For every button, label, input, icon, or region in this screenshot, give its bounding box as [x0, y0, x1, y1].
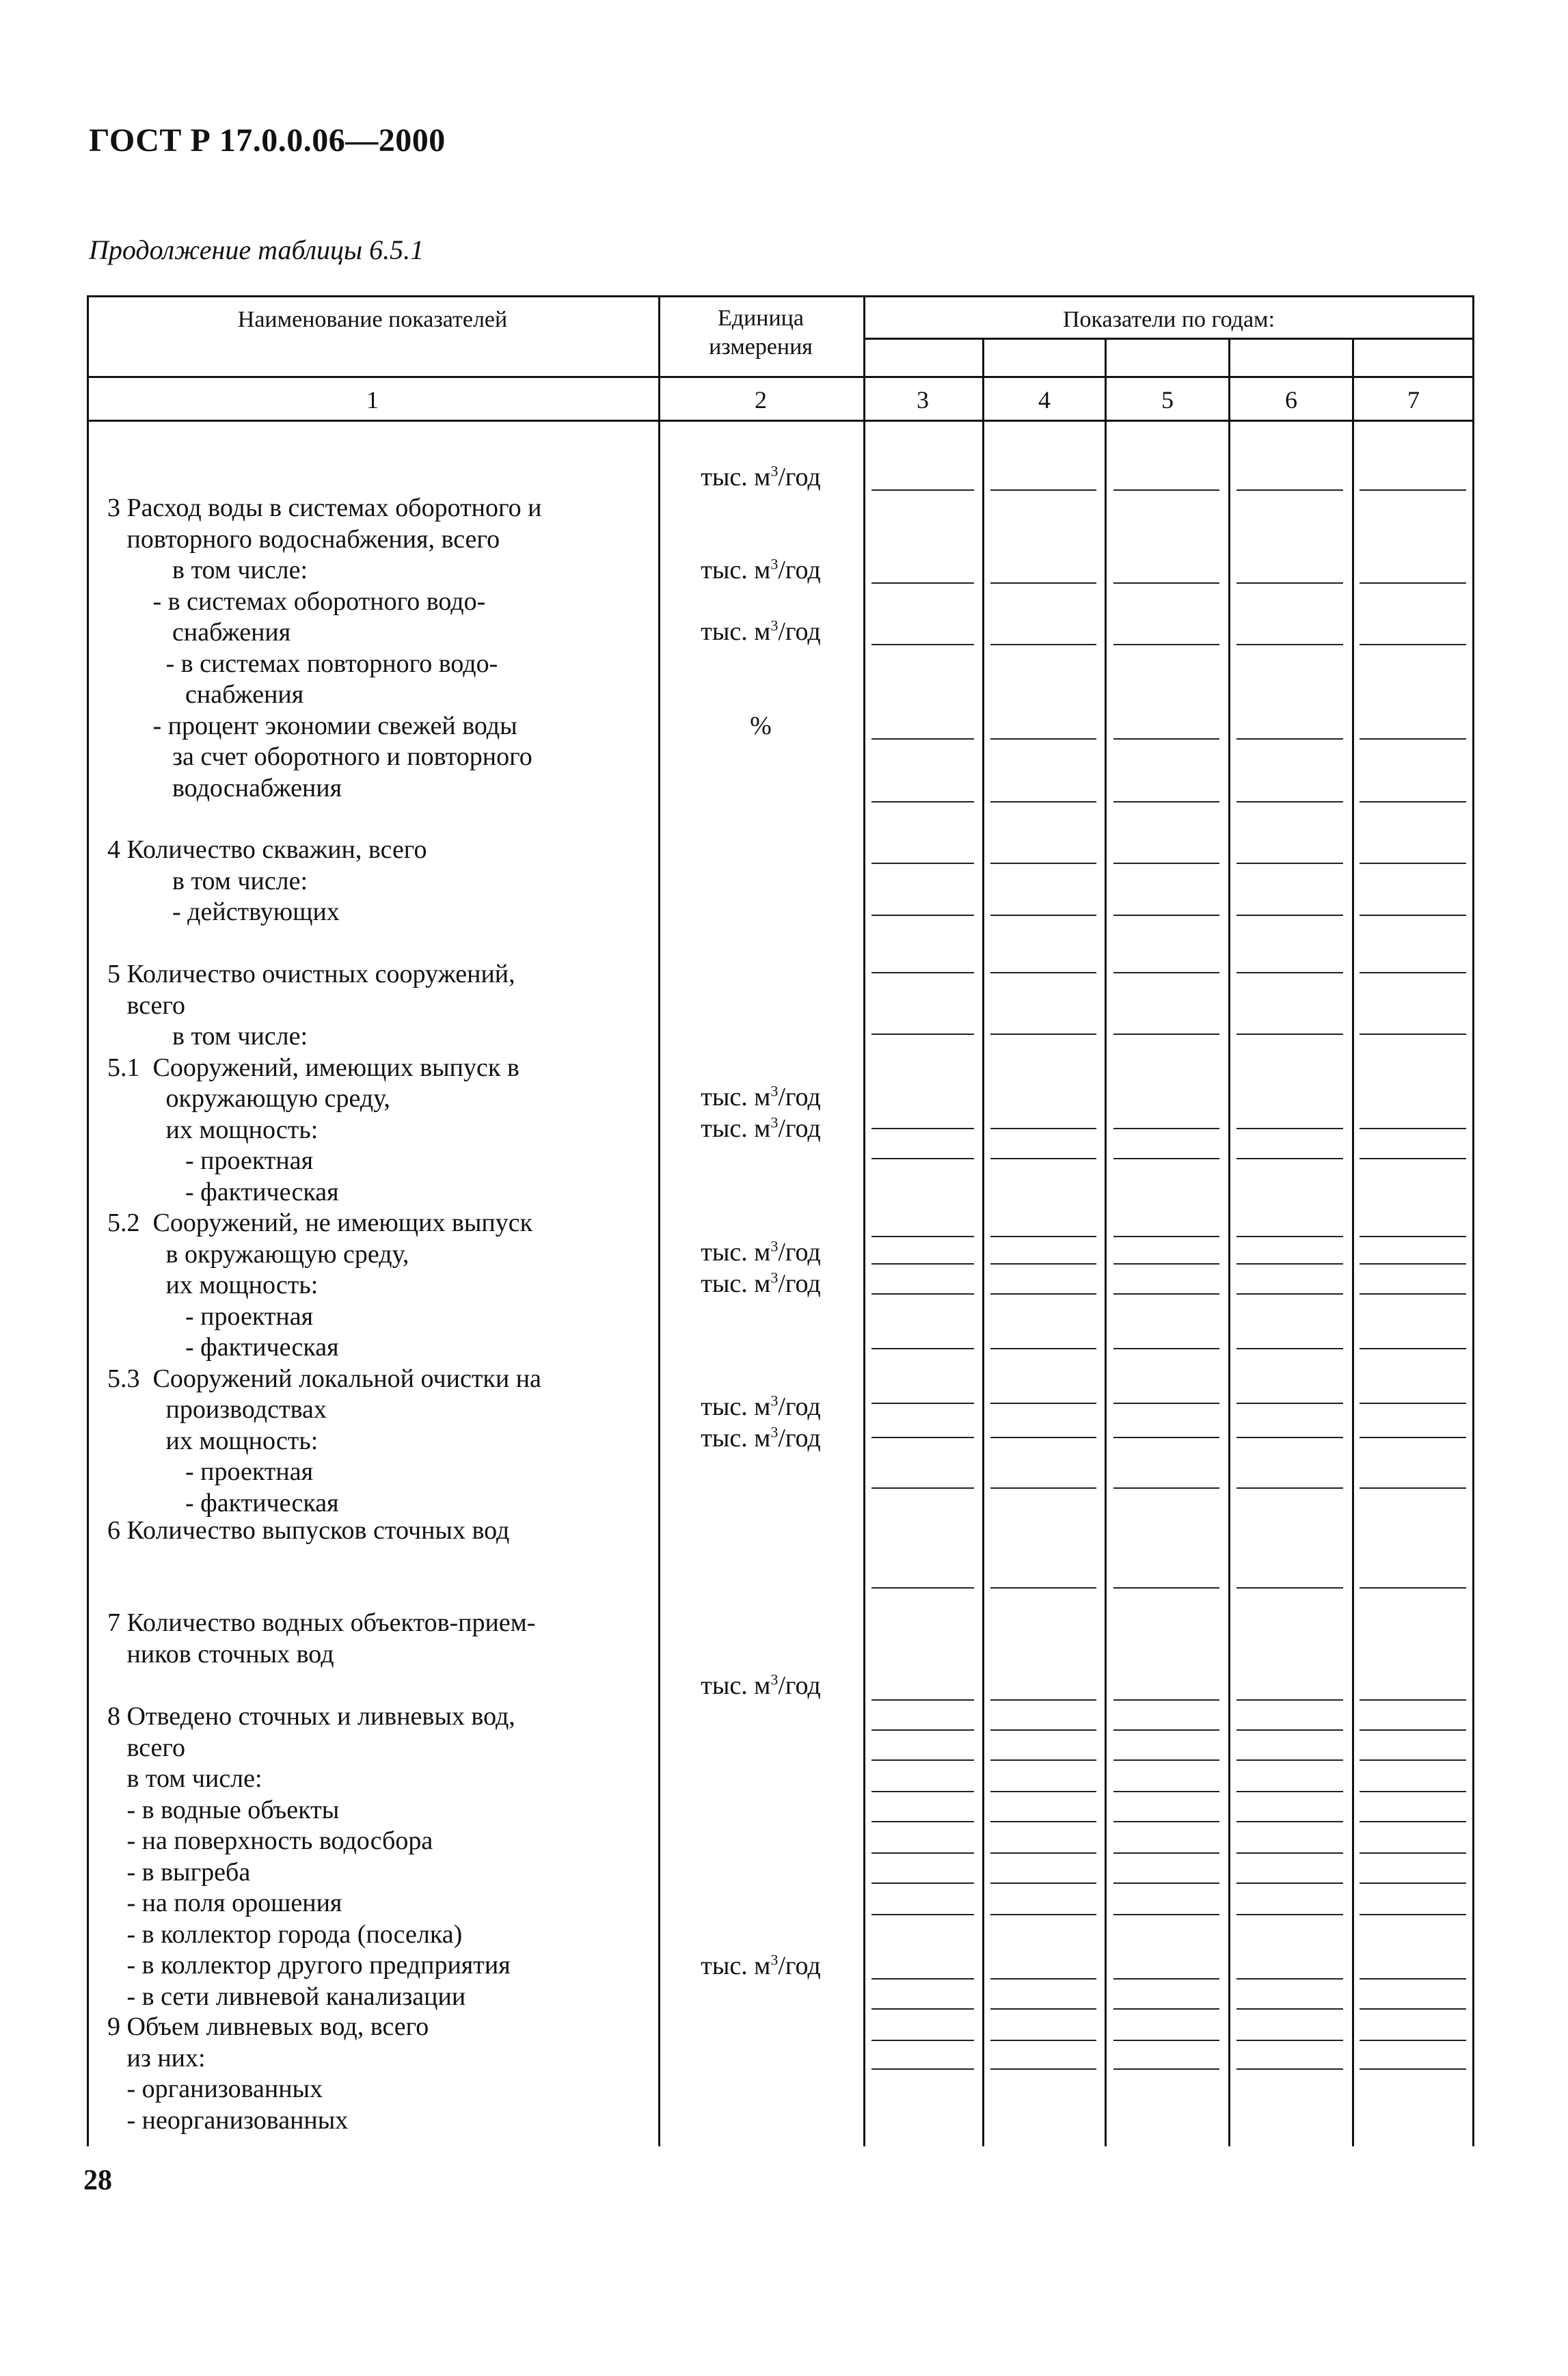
entry-blank-line: [1236, 1403, 1343, 1404]
entry-blank-line: [990, 863, 1096, 864]
entry-blank-line: [1236, 1978, 1343, 1980]
entry-blank-line: [871, 1852, 974, 1854]
entry-blank-line: [871, 2040, 974, 2041]
entry-blank-line: [1113, 1128, 1219, 1129]
entry-blank-line: [1236, 1882, 1343, 1884]
entry-blank-line: [1113, 738, 1219, 740]
entry-blank-line: [1236, 1914, 1343, 1915]
year-column-divider: [982, 377, 984, 2146]
document-code: ГОСТ Р 17.0.0.06—2000: [89, 122, 446, 159]
entry-blank-line: [990, 1821, 1096, 1822]
years-header-rule: [863, 338, 1474, 340]
entry-blank-line: [1360, 1236, 1466, 1237]
row-5: 5 Количество очистных сооружений, всего в том числе: 5.1 Сооружений, имеющих выпуск в окружающую среду, их мощность: - проектная - фактическая 5.2 Сооружений, не имеющих выпуск в окружающую среду, их мощность: - проектная - фактическая 5.3 Сооружений локальной очистки на производствах их мощность: - проектная - фактическая: [107, 960, 541, 1517]
entry-blank-line: [871, 1821, 974, 1822]
unit-cell: тыс. $м^3$/год: [701, 1392, 821, 1421]
entry-blank-line: [871, 1882, 974, 1884]
entry-blank-line: [1360, 1821, 1466, 1822]
entry-blank-line: [1113, 582, 1219, 584]
unit-cell: тыс. $м^3$/год: [701, 1082, 821, 1111]
column-number: 1: [366, 386, 379, 414]
table-top-border: [87, 295, 1474, 297]
entry-blank-line: [1113, 1729, 1219, 1731]
entry-blank-line: [1113, 1437, 1219, 1438]
entry-blank-line: [1236, 1791, 1343, 1792]
entry-blank-line: [871, 1034, 974, 1035]
row-9: 9 Объем ливневых вод, всего из них: - организованных - неорганизованных: [107, 2012, 429, 2135]
entry-blank-line: [871, 1587, 974, 1589]
entry-blank-line: [1236, 1034, 1343, 1035]
table-right-border: [1472, 295, 1474, 2146]
entry-blank-line: [1360, 1759, 1466, 1761]
entry-blank-line: [1360, 1158, 1466, 1159]
table-caption: Продолжение таблицы 6.5.1: [89, 234, 424, 265]
entry-blank-line: [871, 1263, 974, 1265]
entry-blank-line: [1360, 1791, 1466, 1792]
entry-blank-line: [1360, 863, 1466, 864]
unit-cell: тыс. $м^3$/год: [701, 462, 821, 491]
entry-blank-line: [990, 1759, 1096, 1761]
column-number: 4: [1038, 386, 1051, 414]
page-number: 28: [83, 2165, 112, 2196]
unit-cell: тыс. $м^3$/год: [701, 1269, 821, 1298]
indicators-table: [87, 295, 1474, 2146]
entry-blank-line: [990, 1437, 1096, 1438]
year-column-divider: [1352, 377, 1354, 2146]
row-7: 7 Количество водных объектов-прием- ников сточных вод: [107, 1608, 536, 1669]
entry-blank-line: [1236, 1759, 1343, 1761]
entry-blank-line: [990, 644, 1096, 645]
entry-blank-line: [1113, 1236, 1219, 1237]
entry-blank-line: [1360, 644, 1466, 645]
entry-blank-line: [1360, 1128, 1466, 1129]
entry-blank-line: [1236, 1128, 1343, 1129]
entry-blank-line: [1236, 582, 1343, 584]
entry-blank-line: [1236, 1487, 1343, 1489]
entry-blank-line: [871, 582, 974, 584]
unit-cell: тыс. $м^3$/год: [701, 617, 821, 646]
entry-blank-line: [1236, 1587, 1343, 1589]
unit-cell: тыс. $м^3$/год: [701, 555, 821, 584]
entry-blank-line: [1360, 1882, 1466, 1884]
entry-blank-line: [1113, 1348, 1219, 1349]
entry-blank-line: [1113, 1791, 1219, 1792]
entry-blank-line: [990, 972, 1096, 973]
unit-cell: тыс. $м^3$/год: [701, 1951, 821, 1980]
entry-blank-line: [1113, 1882, 1219, 1884]
entry-blank-line: [1236, 2008, 1343, 2010]
row-3: 3 Расход воды в системах оборотного и повторного водоснабжения, всего в том числе: - в системах оборотного водо- снабжения - в системах повторного водо- снабжения - процент экономии свежей воды за счет оборотного и повторного водоснабжения: [107, 494, 542, 802]
entry-blank-line: [871, 1293, 974, 1295]
entry-blank-line: [1360, 738, 1466, 740]
entry-blank-line: [1113, 2008, 1219, 2010]
entry-blank-line: [1236, 972, 1343, 973]
year-column-divider: [1105, 377, 1107, 2146]
entry-blank-line: [1360, 1729, 1466, 1731]
entry-blank-line: [1360, 1348, 1466, 1349]
entry-blank-line: [990, 1348, 1096, 1349]
table-left-border: [87, 295, 89, 2146]
column-number: 6: [1285, 386, 1297, 414]
header-bottom-rule: [87, 376, 1474, 378]
entry-blank-line: [1113, 1914, 1219, 1915]
entry-blank-line: [871, 2008, 974, 2010]
column-divider: [863, 295, 865, 2146]
entry-blank-line: [871, 489, 974, 491]
column-number: 7: [1407, 386, 1420, 414]
entry-blank-line: [1113, 1978, 1219, 1980]
year-subdivider: [982, 339, 984, 377]
entry-blank-line: [871, 644, 974, 645]
entry-blank-line: [871, 1348, 974, 1349]
entry-blank-line: [1236, 644, 1343, 645]
entry-blank-line: [990, 1699, 1096, 1701]
entry-blank-line: [990, 2068, 1096, 2070]
entry-blank-line: [1236, 1821, 1343, 1822]
header-unit-line1: Единица: [718, 306, 804, 331]
entry-blank-line: [1236, 1729, 1343, 1731]
entry-blank-line: [1113, 1158, 1219, 1159]
entry-blank-line: [1360, 1293, 1466, 1295]
unit-cell: тыс. $м^3$/год: [701, 1113, 821, 1143]
entry-blank-line: [1113, 801, 1219, 802]
entry-blank-line: [990, 1882, 1096, 1884]
entry-blank-line: [990, 582, 1096, 584]
entry-blank-line: [990, 489, 1096, 491]
entry-blank-line: [1236, 1158, 1343, 1159]
entry-blank-line: [1113, 644, 1219, 645]
entry-blank-line: [1236, 801, 1343, 802]
row-6: 6 Количество выпусков сточных вод: [107, 1516, 510, 1545]
entry-blank-line: [871, 1759, 974, 1761]
column-number: 2: [755, 386, 767, 414]
entry-blank-line: [990, 1236, 1096, 1237]
entry-blank-line: [1360, 915, 1466, 916]
entry-blank-line: [990, 801, 1096, 802]
entry-blank-line: [871, 738, 974, 740]
entry-blank-line: [1236, 1699, 1343, 1701]
entry-blank-line: [1236, 1437, 1343, 1438]
entry-blank-line: [1113, 972, 1219, 973]
entry-blank-line: [1113, 1852, 1219, 1854]
entry-blank-line: [1360, 1852, 1466, 1854]
entry-blank-line: [990, 1791, 1096, 1792]
entry-blank-line: [1360, 972, 1466, 973]
entry-blank-line: [990, 915, 1096, 916]
unit-cell: тыс. $м^3$/год: [701, 1237, 821, 1267]
entry-blank-line: [1113, 489, 1219, 491]
year-subdivider: [1352, 339, 1354, 377]
entry-blank-line: [990, 1729, 1096, 1731]
entry-blank-line: [1113, 1759, 1219, 1761]
entry-blank-line: [1236, 1348, 1343, 1349]
entry-blank-line: [871, 863, 974, 864]
entry-blank-line: [1360, 1403, 1466, 1404]
unit-cell-percent: %: [750, 712, 772, 740]
entry-blank-line: [871, 972, 974, 973]
column-numbers-rule: [87, 420, 1474, 422]
entry-blank-line: [1113, 1403, 1219, 1404]
entry-blank-line: [990, 2040, 1096, 2041]
entry-blank-line: [1236, 2040, 1343, 2041]
entry-blank-line: [1236, 1236, 1343, 1237]
entry-blank-line: [990, 1293, 1096, 1295]
year-subdivider: [1105, 339, 1107, 377]
entry-blank-line: [1113, 1263, 1219, 1265]
entry-blank-line: [1360, 582, 1466, 584]
entry-blank-line: [990, 1128, 1096, 1129]
entry-blank-line: [1236, 915, 1343, 916]
entry-blank-line: [990, 2008, 1096, 2010]
entry-blank-line: [871, 1403, 974, 1404]
entry-blank-line: [1236, 1293, 1343, 1295]
entry-blank-line: [1113, 1487, 1219, 1489]
year-column-divider: [1228, 377, 1230, 2146]
entry-blank-line: [1360, 2008, 1466, 2010]
entry-blank-line: [1236, 863, 1343, 864]
entry-blank-line: [990, 738, 1096, 740]
entry-blank-line: [871, 1487, 974, 1489]
entry-blank-line: [990, 1978, 1096, 1980]
entry-blank-line: [871, 1729, 974, 1731]
entry-blank-line: [1360, 1699, 1466, 1701]
year-subdivider: [1228, 339, 1230, 377]
entry-blank-line: [1360, 1914, 1466, 1915]
entry-blank-line: [990, 1587, 1096, 1589]
entry-blank-line: [1360, 1263, 1466, 1265]
entry-blank-line: [871, 1236, 974, 1237]
entry-blank-line: [1113, 863, 1219, 864]
column-number: 3: [917, 386, 929, 414]
entry-blank-line: [1360, 1487, 1466, 1489]
entry-blank-line: [871, 1128, 974, 1129]
unit-cell: тыс. $м^3$/год: [701, 1423, 821, 1453]
column-number: 5: [1161, 386, 1174, 414]
entry-blank-line: [1360, 2068, 1466, 2070]
entry-blank-line: [1360, 1587, 1466, 1589]
entry-blank-line: [871, 915, 974, 916]
entry-blank-line: [990, 1487, 1096, 1489]
entry-blank-line: [990, 1852, 1096, 1854]
header-unit-line2: измерения: [709, 334, 813, 360]
entry-blank-line: [1236, 489, 1343, 491]
entry-blank-line: [990, 1034, 1096, 1035]
row-4: 4 Количество скважин, всего в том числе: - действующих: [107, 835, 427, 926]
entry-blank-line: [990, 1403, 1096, 1404]
entry-blank-line: [1113, 1699, 1219, 1701]
entry-blank-line: [990, 1158, 1096, 1159]
entry-blank-line: [871, 1699, 974, 1701]
entry-blank-line: [871, 2068, 974, 2070]
entry-blank-line: [1236, 1263, 1343, 1265]
entry-blank-line: [1113, 915, 1219, 916]
entry-blank-line: [871, 1978, 974, 1980]
entry-blank-line: [1360, 1437, 1466, 1438]
entry-blank-line: [990, 1263, 1096, 1265]
unit-cell: тыс. $м^3$/год: [701, 1671, 821, 1700]
entry-blank-line: [1113, 1821, 1219, 1822]
entry-blank-line: [1360, 489, 1466, 491]
entry-blank-line: [1113, 2040, 1219, 2041]
entry-blank-line: [871, 1437, 974, 1438]
header-name: Наименование показателей: [237, 307, 508, 332]
entry-blank-line: [1236, 1852, 1343, 1854]
entry-blank-line: [1360, 1034, 1466, 1035]
entry-blank-line: [1113, 1587, 1219, 1589]
entry-blank-line: [871, 1791, 974, 1792]
entry-blank-line: [1236, 738, 1343, 740]
entry-blank-line: [871, 1158, 974, 1159]
entry-blank-line: [1113, 1034, 1219, 1035]
entry-blank-line: [1360, 1978, 1466, 1980]
entry-blank-line: [871, 1914, 974, 1915]
entry-blank-line: [1236, 2068, 1343, 2070]
row-8: 8 Отведено сточных и ливневых вод, всего в том числе: - в водные объекты - на поверхность водосбора - в выгреба - на поля орошения - в коллектор города (поселка) - в коллектор другого предприятия - в сети ливневой канализации: [107, 1702, 515, 2011]
entry-blank-line: [871, 801, 974, 802]
entry-blank-line: [990, 1914, 1096, 1915]
entry-blank-line: [1360, 2040, 1466, 2041]
header-years: Показатели по годам:: [1062, 307, 1275, 332]
entry-blank-line: [1113, 1293, 1219, 1295]
entry-blank-line: [1360, 801, 1466, 802]
entry-blank-line: [1113, 2068, 1219, 2070]
